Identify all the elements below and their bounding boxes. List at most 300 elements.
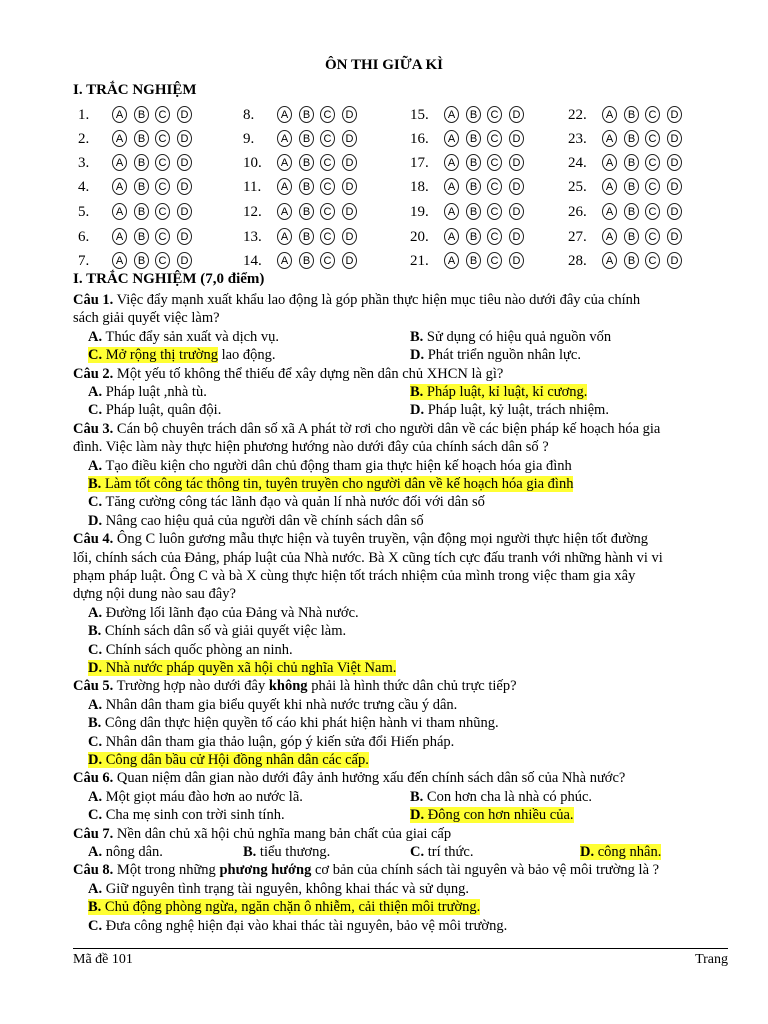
option-letter: C.	[88, 494, 103, 511]
option-b[interactable]	[410, 384, 587, 400]
answer-bubble-d[interactable]: D	[667, 252, 682, 269]
option-line	[410, 346, 581, 365]
option-a[interactable]	[88, 384, 207, 400]
option-line	[88, 659, 396, 678]
option-c[interactable]	[88, 642, 293, 658]
answer-bubble-b[interactable]: B	[624, 154, 639, 171]
question-stem-text: phạm pháp luật. Ông C và bà X cùng thực hiện tốt trách nhiệm của mình trong việc tham gia xây	[73, 568, 636, 584]
answer-bubble-d[interactable]: D	[342, 106, 357, 123]
option-text: Chính sách quốc phòng an ninh.	[105, 641, 293, 658]
answer-bubble-b[interactable]: B	[624, 228, 639, 245]
answer-row-number: 12.	[243, 204, 262, 220]
answer-bubble-c[interactable]: C	[487, 252, 502, 269]
answer-bubble-a[interactable]: A	[602, 130, 617, 147]
answer-bubble-b[interactable]: B	[466, 203, 481, 220]
answer-bubble-b[interactable]: B	[466, 130, 481, 147]
answer-sheet-grid	[0, 0, 768, 280]
option-letter: A.	[88, 604, 103, 621]
option-text: Nhân dân tham gia thảo luận, góp ý kiến sửa đổi Hiến pháp.	[105, 733, 455, 750]
answer-bubble-c[interactable]: C	[487, 178, 502, 195]
option-letter: C.	[410, 844, 425, 860]
answer-row-number: 16.	[410, 131, 429, 147]
answer-bubble-d[interactable]: D	[342, 178, 357, 195]
option-d[interactable]	[88, 752, 369, 768]
question-stem-line	[73, 549, 663, 568]
answer-bubble-b[interactable]: B	[134, 203, 149, 220]
question-label: Câu 2.	[73, 365, 114, 382]
option-text: Sử dụng có hiệu quả nguồn vốn	[426, 328, 612, 345]
question-stem-bold: không	[268, 678, 308, 695]
option-line	[410, 788, 592, 807]
answer-bubble-c[interactable]: C	[155, 130, 170, 147]
answer-bubble-b[interactable]: B	[466, 178, 481, 195]
answer-bubble-c[interactable]: C	[487, 203, 502, 220]
answer-row-number: 3.	[78, 155, 90, 171]
answer-row	[410, 152, 540, 174]
option-text: Nâng cao hiệu quả của người dân về chính sách dân số	[105, 512, 424, 529]
option-line	[410, 843, 473, 862]
answer-row	[568, 226, 698, 248]
answer-bubble-c[interactable]: C	[320, 228, 335, 245]
answer-bubble-b[interactable]: B	[134, 154, 149, 171]
answer-row-number: 28.	[568, 253, 587, 269]
page-label: Trang	[695, 952, 728, 967]
answer-bubble-a[interactable]: A	[444, 178, 459, 195]
answer-bubble-c[interactable]: C	[645, 154, 660, 171]
option-line	[88, 328, 279, 347]
option-text: Pháp luật, quân đội.	[105, 402, 222, 419]
option-letter: B.	[88, 715, 102, 732]
option-letter: C.	[88, 347, 103, 364]
answer-bubble-a[interactable]: A	[112, 178, 127, 195]
question-stem-line	[73, 291, 640, 310]
answer-bubble-b[interactable]: B	[134, 106, 149, 123]
question-label: Câu 8.	[73, 862, 114, 879]
answer-bubble-b[interactable]: B	[624, 130, 639, 147]
answer-bubble-b[interactable]: B	[299, 178, 314, 195]
answer-row	[243, 176, 373, 198]
answer-bubble-c[interactable]: C	[645, 130, 660, 147]
option-d[interactable]	[410, 807, 574, 823]
answer-bubble-b[interactable]: B	[134, 252, 149, 269]
option-b[interactable]	[88, 623, 346, 639]
option-line	[88, 898, 480, 917]
answer-bubble-c[interactable]: C	[155, 106, 170, 123]
page-title: ÔN THI GIỮA KÌ	[325, 57, 443, 73]
answer-bubble-b[interactable]: B	[624, 203, 639, 220]
question-stem-text: Cán bộ chuyên trách dân số xã A phát tờ rơi cho người dân về các biện pháp kế hoạch hóa gia	[116, 420, 661, 437]
answer-bubble-d[interactable]: D	[509, 130, 524, 147]
option-text: Chủ động phòng ngừa, ngăn chặn ô nhiễm, cải thiện môi trường.	[104, 899, 481, 916]
option-line	[410, 383, 587, 402]
answer-bubble-d[interactable]: D	[667, 154, 682, 171]
option-letter: B.	[88, 476, 102, 492]
option-line	[88, 457, 572, 476]
option-text: Thúc đẩy sản xuất và dịch vụ.	[105, 328, 280, 345]
answer-row	[568, 128, 698, 150]
answer-bubble-d[interactable]: D	[342, 154, 357, 171]
answer-bubble-b[interactable]: B	[299, 252, 314, 269]
option-letter: B.	[243, 844, 257, 860]
answer-bubble-b[interactable]: B	[466, 154, 481, 171]
answer-bubble-a[interactable]: A	[112, 228, 127, 245]
answer-bubble-a[interactable]: A	[602, 228, 617, 245]
answer-bubble-b[interactable]: B	[624, 106, 639, 123]
question-stem-text: đình. Việc làm này thực hiện phương hướng nào dưới đây của chính sách dân số ?	[73, 439, 549, 456]
question-label: Câu 5.	[73, 678, 114, 695]
answer-bubble-c[interactable]: C	[320, 252, 335, 269]
answer-row-number: 15.	[410, 107, 429, 123]
option-line	[88, 714, 499, 733]
option-letter: A.	[88, 384, 103, 400]
answer-bubble-d[interactable]: D	[667, 228, 682, 245]
option-text: Đường lối lãnh đạo của Đảng và Nhà nước.	[105, 604, 359, 621]
answer-bubble-c[interactable]: C	[487, 228, 502, 245]
answer-bubble-d[interactable]: D	[509, 178, 524, 195]
option-b[interactable]	[88, 899, 480, 915]
answer-row-number: 25.	[568, 179, 587, 195]
question-stem-line	[73, 530, 648, 549]
option-letter: A.	[88, 788, 103, 805]
answer-bubble-b[interactable]: B	[299, 154, 314, 171]
answer-bubble-d[interactable]: D	[177, 154, 192, 171]
answer-bubble-c[interactable]: C	[487, 106, 502, 123]
option-letter: A.	[88, 880, 103, 897]
option-letter: B.	[410, 788, 424, 805]
option-letter: D.	[580, 844, 595, 860]
answer-bubble-a[interactable]: A	[277, 106, 292, 123]
option-line	[88, 346, 276, 365]
option-letter: D.	[410, 347, 425, 364]
answer-bubble-d[interactable]: D	[342, 203, 357, 220]
question-label: Câu 1.	[73, 292, 114, 308]
question-label: Câu 6.	[73, 770, 114, 787]
answer-bubble-d[interactable]: D	[342, 252, 357, 269]
answer-row-number: 4.	[78, 179, 90, 195]
answer-bubble-b[interactable]: B	[299, 228, 314, 245]
option-text: Pháp luật, kỉ luật, kỉ cương.	[426, 384, 588, 400]
answer-row	[568, 104, 698, 126]
question-stem-text: Ông C luôn gương mẫu thực hiện và tuyên truyền, vận động mọi người thực hiện tốt đường	[116, 531, 648, 548]
answer-row-number: 21.	[410, 253, 429, 269]
answer-bubble-a[interactable]: A	[277, 154, 292, 171]
question-stem-line	[73, 420, 660, 439]
option-text: trí thức.	[427, 844, 474, 860]
answer-bubble-a[interactable]: A	[444, 228, 459, 245]
option-c[interactable]	[410, 844, 473, 860]
footer-rule	[73, 948, 728, 949]
answer-bubble-b[interactable]: B	[624, 178, 639, 195]
answer-bubble-d[interactable]: D	[177, 203, 192, 220]
answer-bubble-c[interactable]: C	[320, 203, 335, 220]
option-letter: A.	[88, 844, 103, 860]
answer-bubble-a[interactable]: A	[602, 203, 617, 220]
option-line	[410, 401, 609, 420]
option-line	[410, 328, 611, 347]
answer-row	[243, 152, 373, 174]
option-b[interactable]	[243, 844, 330, 860]
option-text: Chính sách dân số và giải quyết việc làm.	[104, 623, 347, 640]
answer-bubble-c[interactable]: C	[320, 106, 335, 123]
answer-row-number: 10.	[243, 155, 262, 171]
option-letter: D.	[88, 660, 103, 676]
exam-code: Mã đề 101	[73, 952, 133, 967]
option-text: Giữ nguyên tình trạng tài nguyên, không khai thác và sử dụng.	[105, 880, 469, 897]
answer-row	[568, 250, 698, 272]
answer-bubble-b[interactable]: B	[299, 203, 314, 220]
option-letter: D.	[88, 512, 103, 529]
answer-bubble-a[interactable]: A	[277, 178, 292, 195]
answer-row-number: 26.	[568, 204, 587, 220]
option-a[interactable]	[88, 697, 457, 713]
option-text: Làm tốt công tác thông tin, tuyên truyền cho người dân về kế hoạch hóa gia đình	[104, 476, 574, 492]
answer-bubble-b[interactable]: B	[466, 228, 481, 245]
answer-bubble-d[interactable]: D	[509, 203, 524, 220]
answer-bubble-c[interactable]: C	[645, 203, 660, 220]
question-stem-text: dựng nội dung nào sau đây?	[73, 586, 236, 603]
answer-row	[410, 201, 540, 223]
answer-bubble-c[interactable]: C	[155, 228, 170, 245]
answer-row-number: 19.	[410, 204, 429, 220]
answer-bubble-d[interactable]: D	[342, 228, 357, 245]
answer-bubble-c[interactable]: C	[487, 154, 502, 171]
answer-row	[568, 201, 698, 223]
option-letter: B.	[410, 328, 424, 345]
question-stem-text: Một yếu tố không thể thiếu để xây dựng nền dân chủ XHCN là gì?	[116, 365, 504, 382]
question-stem-line	[73, 769, 625, 788]
option-line	[88, 917, 507, 936]
answer-row	[410, 128, 540, 150]
option-c[interactable]	[88, 807, 285, 823]
option-b[interactable]	[410, 329, 611, 345]
answer-bubble-a[interactable]: A	[444, 106, 459, 123]
option-line	[88, 383, 207, 402]
question-stem-line	[73, 365, 503, 384]
answer-row	[568, 176, 698, 198]
answer-row-number: 17.	[410, 155, 429, 171]
option-text: Cha mẹ sinh con trời sinh tính.	[105, 807, 285, 824]
answer-bubble-b[interactable]: B	[134, 130, 149, 147]
answer-bubble-c[interactable]: C	[155, 203, 170, 220]
option-b[interactable]	[410, 789, 592, 805]
answer-bubble-a[interactable]: A	[277, 203, 292, 220]
option-c[interactable]	[88, 347, 218, 363]
answer-bubble-a[interactable]: A	[602, 154, 617, 171]
answer-row-number: 11.	[243, 179, 262, 195]
answer-bubble-a[interactable]: A	[602, 252, 617, 269]
answer-row	[78, 250, 208, 272]
answer-bubble-a[interactable]: A	[277, 252, 292, 269]
answer-row	[243, 226, 373, 248]
answer-row	[243, 250, 373, 272]
answer-bubble-d[interactable]: D	[177, 130, 192, 147]
option-suffix: lao động.	[217, 347, 276, 364]
option-line	[243, 843, 330, 862]
option-a[interactable]	[88, 605, 359, 621]
option-line	[88, 788, 303, 807]
answer-bubble-d[interactable]: D	[177, 252, 192, 269]
answer-bubble-b[interactable]: B	[299, 130, 314, 147]
option-c[interactable]	[88, 918, 507, 934]
answer-bubble-a[interactable]: A	[112, 203, 127, 220]
question-label: Câu 3.	[73, 420, 114, 437]
option-letter: A.	[88, 328, 103, 345]
option-c[interactable]	[88, 734, 454, 750]
option-d[interactable]	[580, 844, 661, 860]
answer-bubble-c[interactable]: C	[155, 178, 170, 195]
option-d[interactable]	[410, 347, 581, 363]
answer-row-number: 24.	[568, 155, 587, 171]
answer-row-number: 13.	[243, 229, 262, 245]
answer-bubble-a[interactable]: A	[444, 130, 459, 147]
option-line	[88, 733, 454, 752]
option-a[interactable]	[88, 881, 469, 897]
answer-bubble-d[interactable]: D	[509, 106, 524, 123]
answer-bubble-c[interactable]: C	[320, 178, 335, 195]
answer-bubble-d[interactable]: D	[509, 154, 524, 171]
answer-bubble-b[interactable]: B	[624, 252, 639, 269]
answer-bubble-b[interactable]: B	[299, 106, 314, 123]
answer-bubble-d[interactable]: D	[667, 130, 682, 147]
question-stem-bold: phương hướng	[219, 862, 312, 879]
answer-row	[78, 176, 208, 198]
answer-bubble-d[interactable]: D	[667, 106, 682, 123]
option-line	[88, 493, 485, 512]
option-text: Đưa công nghệ hiện đại vào khai thác tài nguyên, bảo vệ môi trường.	[105, 917, 508, 934]
option-a[interactable]	[88, 789, 303, 805]
option-d[interactable]	[88, 513, 424, 529]
answer-row-number: 18.	[410, 179, 429, 195]
answer-row	[568, 152, 698, 174]
answer-bubble-c[interactable]: C	[645, 106, 660, 123]
option-c[interactable]	[88, 402, 221, 418]
option-letter: C.	[88, 733, 103, 750]
option-letter: D.	[410, 402, 425, 419]
option-text: Mở rộng thị trường	[105, 347, 218, 364]
answer-bubble-c[interactable]: C	[155, 252, 170, 269]
question-stem-text: Quan niệm dân gian nào dưới đây ảnh hưởng xấu đến chính sách dân số của Nhà nước?	[116, 770, 626, 787]
answer-bubble-c[interactable]: C	[645, 252, 660, 269]
answer-bubble-c[interactable]: C	[320, 130, 335, 147]
answer-bubble-a[interactable]: A	[112, 154, 127, 171]
option-c[interactable]	[88, 494, 485, 510]
answer-bubble-d[interactable]: D	[177, 178, 192, 195]
option-b[interactable]	[88, 715, 499, 731]
option-letter: A.	[88, 696, 103, 713]
answer-row-number: 2.	[78, 131, 90, 147]
option-text: Một giọt máu đào hơn ao nước lã.	[105, 788, 303, 805]
option-b[interactable]	[88, 476, 573, 492]
option-line	[580, 843, 661, 862]
option-text: Con hơn cha là nhà có phúc.	[426, 788, 593, 805]
answer-bubble-a[interactable]: A	[112, 252, 127, 269]
answer-row-number: 8.	[243, 107, 255, 123]
answer-bubble-a[interactable]: A	[112, 130, 127, 147]
option-letter: C.	[88, 807, 103, 824]
answer-row-number: 9.	[243, 131, 255, 147]
question-stem-text: Trường hợp nào dưới đây	[116, 678, 269, 695]
answer-row-number: 14.	[243, 253, 262, 269]
answer-bubble-c[interactable]: C	[645, 228, 660, 245]
option-text: Tăng cường công tác lãnh đạo và quản lí nhà nước đối với dân số	[105, 494, 485, 511]
option-a[interactable]	[88, 844, 163, 860]
option-line	[410, 806, 574, 825]
answer-row-number: 27.	[568, 229, 587, 245]
option-a[interactable]	[88, 458, 572, 474]
answer-bubble-d[interactable]: D	[509, 228, 524, 245]
answer-bubble-d[interactable]: D	[342, 130, 357, 147]
question-stem-line	[73, 438, 549, 457]
answer-row	[78, 201, 208, 223]
answer-row	[410, 226, 540, 248]
answer-bubble-c[interactable]: C	[645, 178, 660, 195]
answer-bubble-a[interactable]: A	[602, 106, 617, 123]
answer-bubble-a[interactable]: A	[602, 178, 617, 195]
question-stem-text: cơ bản của chính sách tài nguyên và bảo vệ môi trường là ?	[311, 862, 660, 879]
option-line	[88, 604, 359, 623]
answer-bubble-a[interactable]: A	[277, 228, 292, 245]
option-text: Phát triển nguồn nhân lực.	[427, 347, 581, 364]
section-heading-multiple-choice: I. TRẮC NGHIỆM (7,0 điểm)	[73, 271, 265, 287]
answer-row	[410, 104, 540, 126]
option-line	[88, 696, 457, 715]
question-stem-line	[73, 677, 517, 696]
question-stem-text: Một trong những	[116, 862, 220, 879]
answer-bubble-d[interactable]: D	[177, 106, 192, 123]
answer-bubble-b[interactable]: B	[134, 228, 149, 245]
answer-bubble-a[interactable]: A	[444, 154, 459, 171]
answer-bubble-d[interactable]: D	[177, 228, 192, 245]
question-label: Câu 7.	[73, 825, 114, 842]
answer-row-number: 20.	[410, 229, 429, 245]
option-text: Pháp luật, kỷ luật, trách nhiệm.	[427, 402, 609, 419]
answer-row	[78, 226, 208, 248]
option-text: công nhân.	[597, 844, 662, 860]
option-letter: D.	[88, 752, 103, 768]
answer-bubble-c[interactable]: C	[155, 154, 170, 171]
option-letter: B.	[410, 384, 424, 400]
answer-row	[243, 104, 373, 126]
option-letter: B.	[88, 899, 102, 916]
question-stem-line	[73, 567, 635, 586]
answer-row	[243, 201, 373, 223]
answer-bubble-a[interactable]: A	[112, 106, 127, 123]
answer-bubble-a[interactable]: A	[444, 252, 459, 269]
answer-bubble-b[interactable]: B	[466, 252, 481, 269]
answer-bubble-d[interactable]: D	[667, 203, 682, 220]
answer-bubble-c[interactable]: C	[320, 154, 335, 171]
option-letter: D.	[410, 807, 425, 824]
question-stem-line	[73, 309, 220, 328]
answer-row-number: 5.	[78, 204, 90, 220]
answer-bubble-c[interactable]: C	[487, 130, 502, 147]
answer-bubble-d[interactable]: D	[667, 178, 682, 195]
answer-bubble-a[interactable]: A	[444, 203, 459, 220]
option-line	[88, 622, 346, 641]
option-text: Đông con hơn nhiều của.	[427, 807, 574, 824]
option-d[interactable]	[88, 660, 396, 676]
option-text: Pháp luật ,nhà tù.	[105, 384, 207, 400]
option-d[interactable]	[410, 402, 609, 418]
answer-row-number: 22.	[568, 107, 587, 123]
option-a[interactable]	[88, 329, 279, 345]
answer-bubble-b[interactable]: B	[466, 106, 481, 123]
question-stem-line	[73, 861, 659, 880]
option-line	[88, 401, 221, 420]
answer-bubble-b[interactable]: B	[134, 178, 149, 195]
answer-bubble-d[interactable]: D	[509, 252, 524, 269]
answer-bubble-a[interactable]: A	[277, 130, 292, 147]
